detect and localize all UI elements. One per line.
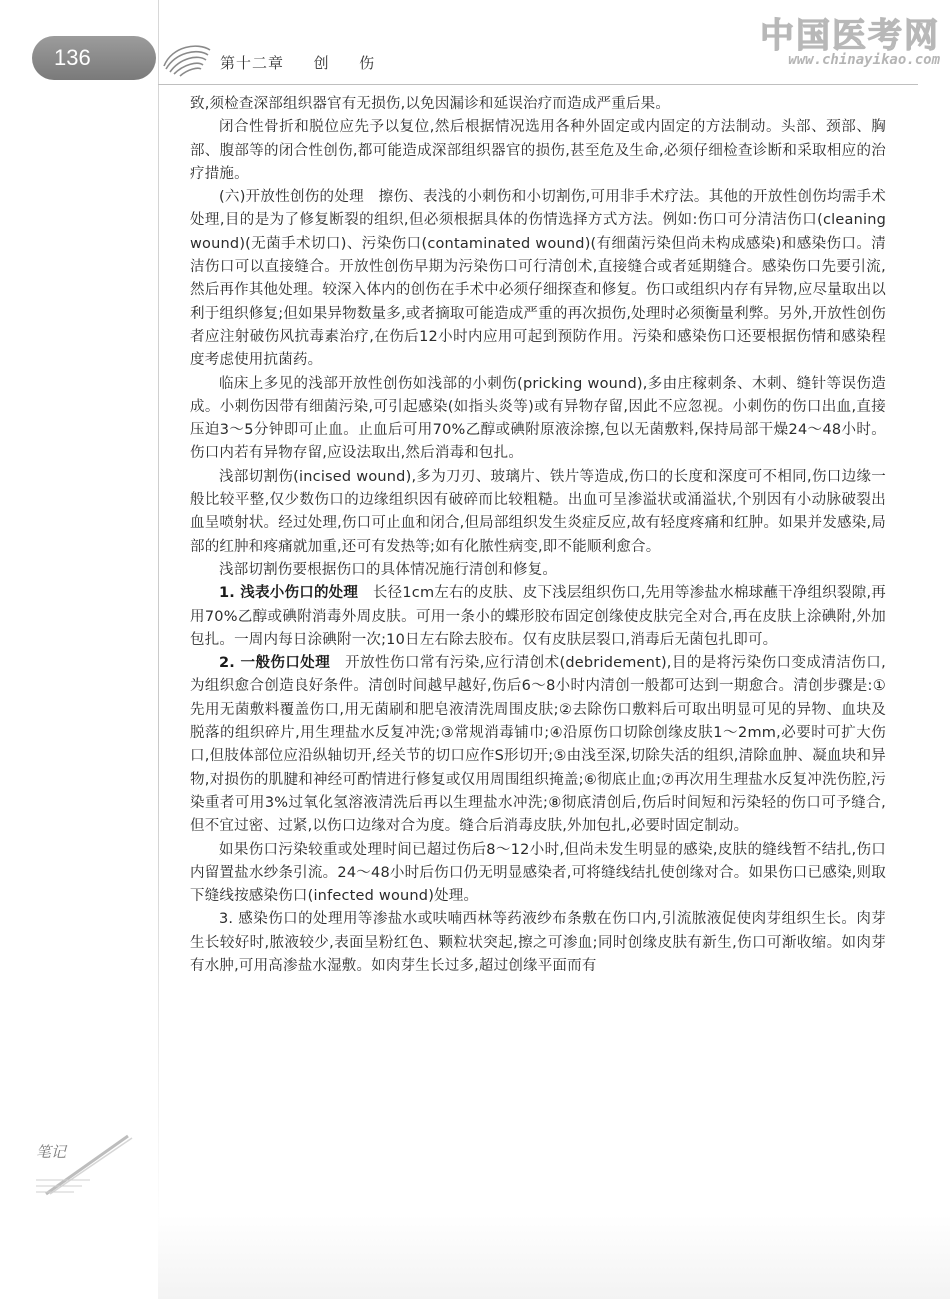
paragraph: 3. 感染伤口的处理用等渗盐水或呋喃西林等药液纱布条敷在伤口内,引流脓液促使肉芽组织生长。肉芽生长较好时,脓液较少,表面呈粉红色、颗粒状突起,擦之可渗血;同时创缘皮肤有新生,伤口可渐收缩。如肉芽有水肿,可用高渗盐水湿敷。如肉芽生长过多,超过创缘平面而有: [190, 911, 886, 974]
paragraph: 闭合性骨折和脱位应先予以复位,然后根据情况选用各种外固定或内固定的方法制动。头部、颈部、胸部、腹部等的闭合性创伤,都可能造成深部组织器官的损伤,甚至危及生命,必须仔细检查诊断和采取相应的治疗措施。: [190, 119, 886, 182]
paragraph: 浅部切割伤(incised wound),多为刀刃、玻璃片、铁片等造成,伤口的长度和深度可不相同,伤口边缘一般比较平整,仅少数伤口的边缘组织因有破碎而比较粗糙。出血可呈渗溢状或涌溢状,个别因有小动脉破裂出血呈喷射状。经过处理,伤口可止血和闭合,但局部组织发生炎症反应,故有轻度疼痛和红肿。如果并发感染,局部的红肿和疼痛就加重,还可有发热等;如有化脓性病变,即不能顺利愈合。: [190, 468, 886, 555]
section-2: [190, 652, 886, 838]
notes-label: 笔记: [36, 1143, 67, 1161]
chapter-title: [220, 52, 375, 73]
bottom-shade: [158, 1215, 950, 1299]
paragraph: 致,须检查深部组织器官有无损伤,以免因漏诊和延误治疗而造成严重后果。: [190, 96, 671, 112]
paragraph: 临床上多见的浅部开放性创伤如浅部的小刺伤(pricking wound),多由庄稼刺条、木刺、缝针等误伤造成。小刺伤因带有细菌污染,可引起感染(如指头炎等)或有异物存留,因此不应忽视。小刺伤的伤口出血,直接压迫3～5分钟即可止血。止血后可用70%乙醇或碘附原液涂擦,包以无菌敷料,保持局部干燥24～48小时。伤口内若有异物存留,应设法取出,然后消毒和包扎。: [190, 375, 886, 462]
paragraph: 如果伤口污染较重或处理时间已超过伤后8～12小时,但尚未发生明显的感染,皮肤的缝线暂不结扎,伤口内留置盐水纱条引流。24～48小时后伤口仍无明显感染者,可将缝线结扎使创缘对合。如果伤口已感染,则取下缝线按感染伤口(infected wound)处理。: [190, 841, 886, 905]
section-1: [190, 582, 886, 652]
header-rule: [158, 84, 918, 85]
watermark-url: www.chinayikao.com: [788, 52, 940, 68]
paragraph: (六)开放性创伤的处理 擦伤、表浅的小刺伤和小切割伤,可用非手术疗法。其他的开放性创伤均需手术处理,目的是为了修复断裂的组织,但必须根据具体的伤情选择方式方法。例如:伤口可分清洁伤口(cleaning wound)(无菌手术切口)、污染伤口(contaminated wound)(有细菌污染但尚未构成感染)和感染伤口。清洁伤口可以直接缝合。开放性创伤早期为污染伤口可行清创术,直接缝合或者延期缝合。感染伤口先要引流,然后再作其他处理。较深入体内的创伤在手术中必须仔细探查和修复。伤口或组织内存有异物,应尽量取出以利于组织修复;但如果异物数量多,或者摘取可能造成严重的再次损伤,处理时必须衡量利弊。另外,开放性创伤者应注射破伤风抗毒素治疗,在伤后12小时内应用可起到预防作用。污染和感染伤口还要根据伤情和感染程度考虑使用抗菌药。: [190, 189, 886, 369]
section-text: 长径1cm左右的皮肤、皮下浅层组织伤口,先用等渗盐水棉球蘸干净组织裂隙,再用70%乙醇或碘附消毒外周皮肤。可用一条小的蝶形胶布固定创缘使皮肤完全对合,再在皮肤上涂碘附,外加包扎。一周内每日涂碘附一次;10日左右除去胶布。仅有皮肤层裂口,消毒后无菌包扎即可。: [190, 585, 886, 648]
page-number: 136: [32, 36, 156, 80]
body-text: [190, 93, 886, 978]
section-heading: 2. 一般伤口处理: [219, 655, 331, 672]
pen-icon: [28, 1128, 138, 1198]
chapter-title-part2: 伤: [359, 54, 376, 72]
swirl-icon: [158, 36, 216, 80]
watermark-logo: 中国医考网: [760, 16, 940, 56]
paragraph: 浅部切割伤要根据伤口的具体情况施行清创和修复。: [219, 561, 558, 578]
chapter-title-part1: 创: [313, 54, 330, 72]
page-edge-shadow: [158, 0, 159, 1230]
chapter-number: 第十二章: [220, 54, 285, 72]
section-text: 开放性伤口常有污染,应行清创术(debridement),目的是将污染伤口变成清洁伤口,为组织愈合创造良好条件。清创时间越早越好,伤后6～8小时内清创一般都可达到一期愈合。清创步骤是:①先用无菌敷料覆盖伤口,用无菌刷和肥皂液清洗周围皮肤;②去除伤口敷料后可取出明显可见的异物、血块及脱落的组织碎片,用生理盐水反复冲洗;③常规消毒铺巾;④沿原伤口切除创缘皮肤1～2mm,必要时可扩大伤口,但肢体部位应沿纵轴切开,经关节的切口应作S形切开;⑤由浅至深,切除失活的组织,清除血肿、凝血块和异物,对损伤的肌腱和神经可酌情进行修复或仅用周围组织掩盖;⑥彻底止血;⑦再次用生理盐水反复冲洗伤腔,污染重者可用3%过氧化氢溶液清洗后再以生理盐水冲洗;⑧彻底清创后,伤后时间短和污染轻的伤口可予缝合,但不宜过密、过紧,以伤口边缘对合为度。缝合后消毒皮肤,外加包扎,必要时固定制动。: [190, 655, 886, 835]
section-heading: 1. 浅表小伤口的处理: [219, 585, 359, 602]
